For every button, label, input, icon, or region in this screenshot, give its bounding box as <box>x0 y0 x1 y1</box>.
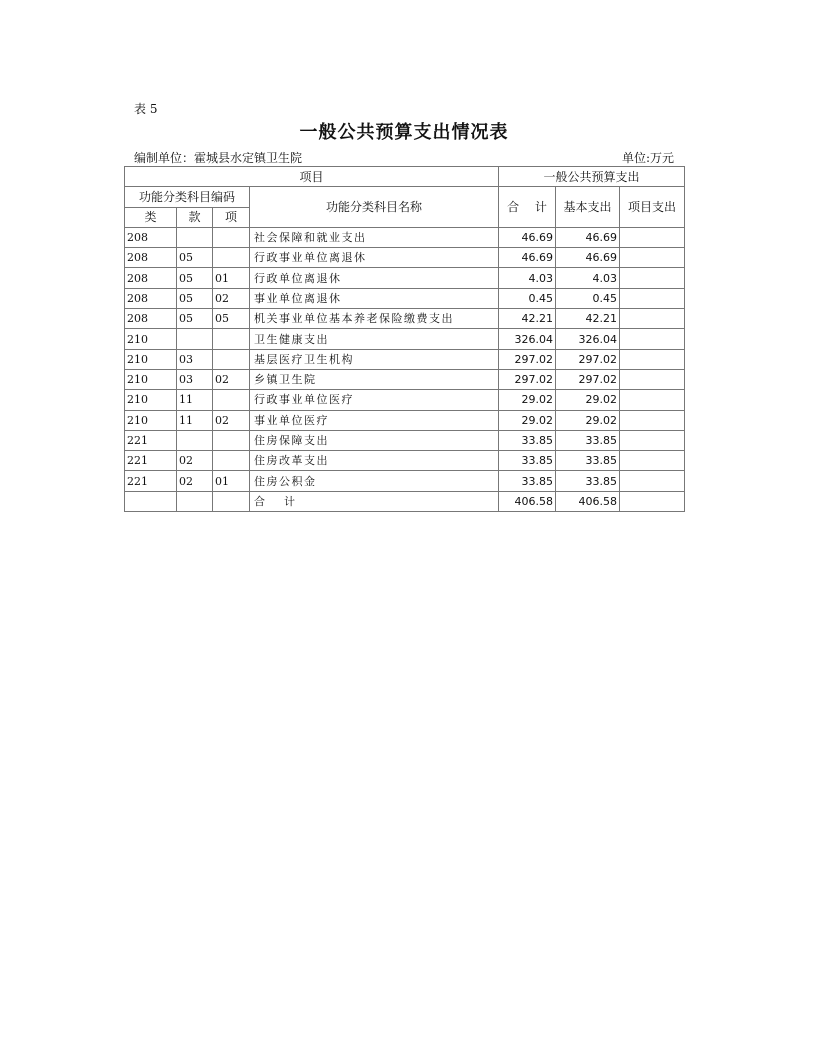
cell-total: 29.02 <box>499 410 556 430</box>
cell-lei: 208 <box>125 288 177 308</box>
cell-kuan <box>177 430 213 450</box>
table-row <box>125 248 685 268</box>
cell-lei: 210 <box>125 369 177 389</box>
cell-total: 46.69 <box>499 227 556 247</box>
header-row-2 <box>125 187 685 207</box>
cell-lei: 208 <box>125 227 177 247</box>
budget-expenditure-table <box>124 166 685 512</box>
cell-kuan <box>177 227 213 247</box>
cell-xiang <box>213 248 250 268</box>
cell-kuan <box>177 491 213 511</box>
cell-project <box>620 410 685 430</box>
cell-basic: 0.45 <box>556 288 620 308</box>
cell-project <box>620 309 685 329</box>
cell-basic: 406.58 <box>556 491 620 511</box>
cell-xiang: 05 <box>213 309 250 329</box>
cell-kuan: 05 <box>177 309 213 329</box>
cell-lei: 208 <box>125 248 177 268</box>
cell-xiang <box>213 227 250 247</box>
cell-subject-name: 住房公积金 <box>250 471 499 491</box>
cell-xiang <box>213 349 250 369</box>
cell-basic: 33.85 <box>556 451 620 471</box>
cell-lei: 221 <box>125 451 177 471</box>
cell-xiang: 02 <box>213 410 250 430</box>
cell-project <box>620 430 685 450</box>
header-lei: 类 <box>125 207 177 227</box>
cell-subject-name: 乡镇卫生院 <box>250 369 499 389</box>
table-row <box>125 410 685 430</box>
cell-kuan <box>177 329 213 349</box>
cell-subject-name: 合 计 <box>250 491 499 511</box>
header-basic: 基本支出 <box>556 187 620 228</box>
table-row <box>125 390 685 410</box>
header-project: 项目支出 <box>620 187 685 228</box>
cell-total: 46.69 <box>499 248 556 268</box>
cell-lei: 210 <box>125 349 177 369</box>
cell-xiang: 02 <box>213 288 250 308</box>
cell-xiang <box>213 329 250 349</box>
cell-total: 0.45 <box>499 288 556 308</box>
cell-total: 29.02 <box>499 390 556 410</box>
cell-basic: 297.02 <box>556 369 620 389</box>
cell-project <box>620 471 685 491</box>
header-item: 项目 <box>125 167 499 187</box>
cell-lei: 208 <box>125 309 177 329</box>
header-xiang: 项 <box>213 207 250 227</box>
cell-basic: 297.02 <box>556 349 620 369</box>
cell-xiang <box>213 451 250 471</box>
cell-project <box>620 369 685 389</box>
cell-lei: 210 <box>125 410 177 430</box>
header-total: 合 计 <box>499 187 556 228</box>
cell-subject-name: 行政事业单位离退休 <box>250 248 499 268</box>
header-row-1 <box>125 167 685 187</box>
cell-lei: 210 <box>125 329 177 349</box>
cell-basic: 29.02 <box>556 410 620 430</box>
cell-basic: 326.04 <box>556 329 620 349</box>
cell-subject-name: 行政事业单位医疗 <box>250 390 499 410</box>
table-row <box>125 430 685 450</box>
cell-kuan: 05 <box>177 248 213 268</box>
cell-kuan: 03 <box>177 349 213 369</box>
cell-total: 4.03 <box>499 268 556 288</box>
table-row <box>125 491 685 511</box>
header-budget-group: 一般公共预算支出 <box>499 167 685 187</box>
cell-project <box>620 227 685 247</box>
cell-xiang <box>213 491 250 511</box>
cell-subject-name: 事业单位离退休 <box>250 288 499 308</box>
cell-lei: 208 <box>125 268 177 288</box>
cell-kuan: 05 <box>177 268 213 288</box>
cell-project <box>620 268 685 288</box>
cell-lei: 210 <box>125 390 177 410</box>
cell-project <box>620 390 685 410</box>
cell-lei <box>125 491 177 511</box>
currency-unit: 单位:万元 <box>622 151 675 165</box>
cell-basic: 33.85 <box>556 430 620 450</box>
cell-project <box>620 329 685 349</box>
cell-subject-name: 行政单位离退休 <box>250 268 499 288</box>
table-row <box>125 288 685 308</box>
cell-lei: 221 <box>125 430 177 450</box>
table-row <box>125 471 685 491</box>
cell-basic: 4.03 <box>556 268 620 288</box>
cell-subject-name: 基层医疗卫生机构 <box>250 349 499 369</box>
cell-project <box>620 491 685 511</box>
cell-xiang: 01 <box>213 471 250 491</box>
cell-kuan: 11 <box>177 390 213 410</box>
cell-subject-name: 事业单位医疗 <box>250 410 499 430</box>
cell-subject-name: 住房保障支出 <box>250 430 499 450</box>
cell-subject-name: 卫生健康支出 <box>250 329 499 349</box>
cell-basic: 33.85 <box>556 471 620 491</box>
cell-basic: 42.21 <box>556 309 620 329</box>
table-row <box>125 227 685 247</box>
cell-subject-name: 机关事业单位基本养老保险缴费支出 <box>250 309 499 329</box>
cell-total: 326.04 <box>499 329 556 349</box>
cell-xiang <box>213 390 250 410</box>
table-row <box>125 349 685 369</box>
cell-total: 406.58 <box>499 491 556 511</box>
compiling-unit: 编制单位：霍城县水定镇卫生院 <box>134 151 303 165</box>
table-row <box>125 451 685 471</box>
cell-kuan: 03 <box>177 369 213 389</box>
table-row <box>125 329 685 349</box>
table-row <box>125 268 685 288</box>
page-title: 一般公共预算支出情况表 <box>299 122 509 143</box>
cell-basic: 46.69 <box>556 248 620 268</box>
table-number-label: 表 5 <box>134 102 158 116</box>
cell-kuan: 02 <box>177 451 213 471</box>
table-row <box>125 369 685 389</box>
cell-xiang: 01 <box>213 268 250 288</box>
header-kuan: 款 <box>177 207 213 227</box>
cell-total: 42.21 <box>499 309 556 329</box>
table-row <box>125 309 685 329</box>
cell-kuan: 05 <box>177 288 213 308</box>
cell-project <box>620 248 685 268</box>
cell-lei: 221 <box>125 471 177 491</box>
cell-project <box>620 451 685 471</box>
header-subject-name: 功能分类科目名称 <box>250 187 499 228</box>
cell-xiang: 02 <box>213 369 250 389</box>
cell-project <box>620 288 685 308</box>
cell-subject-name: 住房改革支出 <box>250 451 499 471</box>
cell-basic: 46.69 <box>556 227 620 247</box>
cell-basic: 29.02 <box>556 390 620 410</box>
cell-total: 33.85 <box>499 430 556 450</box>
cell-project <box>620 349 685 369</box>
cell-subject-name: 社会保障和就业支出 <box>250 227 499 247</box>
cell-total: 33.85 <box>499 451 556 471</box>
cell-kuan: 11 <box>177 410 213 430</box>
cell-xiang <box>213 430 250 450</box>
cell-kuan: 02 <box>177 471 213 491</box>
cell-total: 33.85 <box>499 471 556 491</box>
header-code-group: 功能分类科目编码 <box>125 187 250 207</box>
cell-total: 297.02 <box>499 369 556 389</box>
cell-total: 297.02 <box>499 349 556 369</box>
